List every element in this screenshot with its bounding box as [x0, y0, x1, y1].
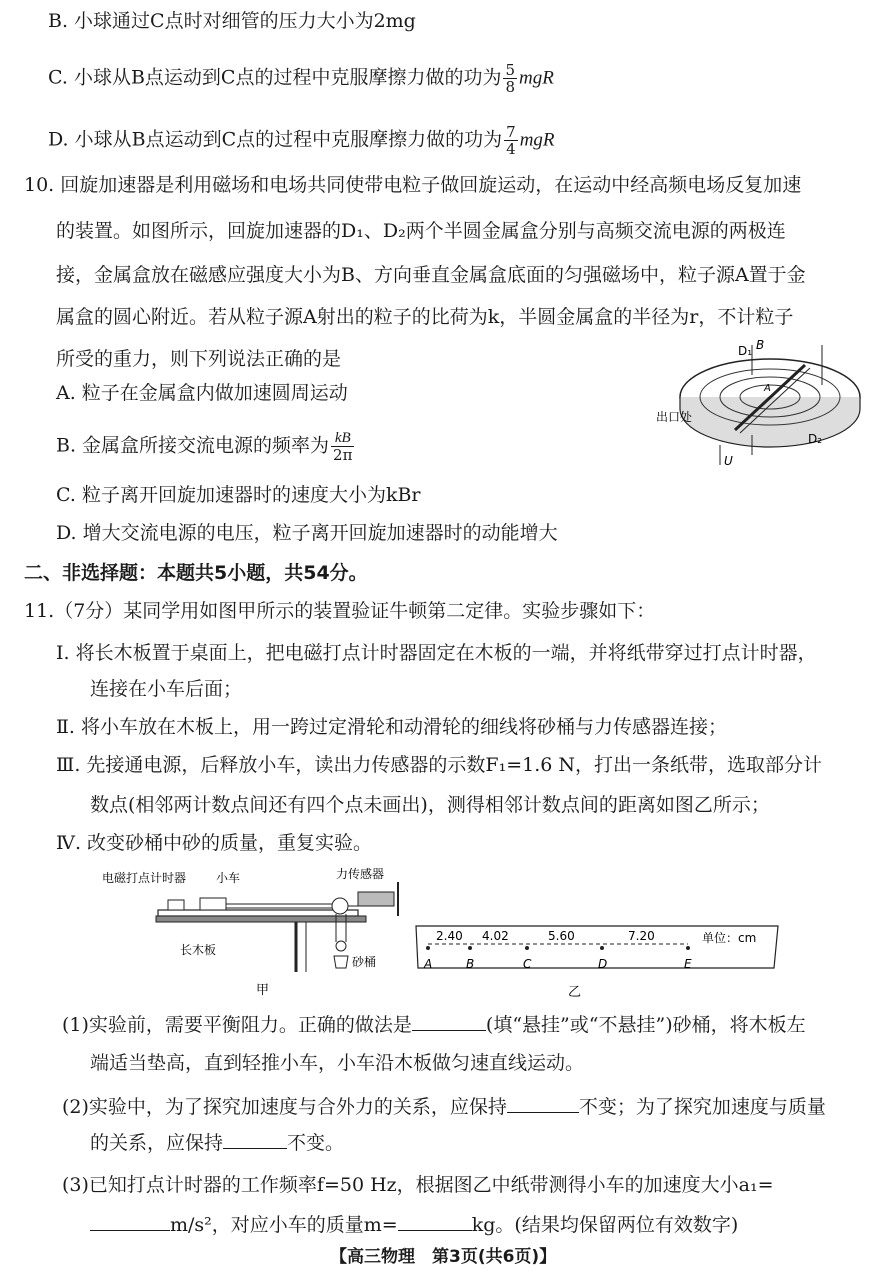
answer-blank-3[interactable] [223, 1148, 287, 1149]
fig-label-d2: D₂ [808, 432, 823, 446]
q10-option-a: A. 粒子在金属盒内做加速圆周运动 [56, 382, 348, 404]
q11-step3-b: 数点(相邻两计数点间还有四个点未画出)，测得相邻计数点间的距离如图乙所示； [90, 794, 770, 816]
figure-tape [412, 918, 782, 1000]
answer-blank-4[interactable] [90, 1230, 170, 1231]
fraction-numerator: kB [331, 430, 354, 447]
q11-part1-line2: 端适当垫高，直到轻推小车，小车沿木板做匀速直线运动。 [90, 1052, 585, 1074]
q9-option-c [48, 62, 554, 95]
fig-label-d1: D₁ [738, 344, 753, 358]
q11-part2-text2-after: 不变。 [287, 1132, 345, 1154]
q10-option-b [56, 430, 356, 463]
page-footer: 【高三物理 第3页(共6页)】 [330, 1247, 557, 1267]
tape-distance-bc: 4.02 [482, 929, 509, 943]
q9-option-d-fraction [504, 124, 518, 157]
q11-part1-line1 [62, 1012, 806, 1038]
fig-label-cart: 小车 [216, 871, 241, 885]
cyclotron-figure [640, 335, 870, 475]
section-heading: 二、非选择题：本题共5小题，共54分。 [24, 562, 368, 584]
fig-label-timer: 电磁打点计时器 [102, 871, 187, 885]
q11-part3-line1: (3)已知打点计时器的工作频率f=50 Hz，根据图乙中纸带测得小车的加速度大小a₁= [62, 1174, 774, 1196]
q10-line-4: 属盒的圆心附近。若从粒子源A射出的粒子的比荷为k，半圆金属盒的半径为r，不计粒子 [56, 306, 794, 328]
fig-label-a: A [764, 383, 771, 394]
q11-part2-line2 [90, 1130, 344, 1156]
q11-part3-text-after: kg。(结果均保留两位有效数字) [471, 1214, 739, 1236]
q11-part1-text: (1)实验前，需要平衡阻力。正确的做法是 [62, 1014, 412, 1036]
q11-step4: Ⅳ. 改变砂桶中砂的质量，重复实验。 [56, 832, 373, 854]
q10-option-c: C. 粒子离开回旋加速器时的速度大小为kBr [56, 484, 421, 506]
q11-step3-a: Ⅲ. 先接通电源，后释放小车，读出力传感器的示数F₁=1.6 N，打出一条纸带，选取部分计 [56, 754, 823, 776]
fraction-numerator: 7 [506, 123, 516, 141]
q9-option-d [48, 124, 555, 157]
q9-option-c-fraction [503, 62, 517, 95]
tape-point-a: A [424, 957, 433, 971]
q11-step1-a: Ⅰ. 将长木板置于桌面上，把电磁打点计时器固定在木板的一端，并将纸带穿过打点计时器， [56, 642, 817, 664]
q10-line-1: 10. 回旋加速器是利用磁场和电场共同使带电粒子做回旋运动，在运动中经高频电场反复加速 [24, 174, 802, 196]
answer-blank-5[interactable] [398, 1230, 472, 1231]
tape-unit: 单位：cm [702, 931, 757, 945]
fig-label-b: B [756, 338, 765, 352]
q11-part2-line1 [62, 1094, 826, 1120]
tape-point-b: B [466, 957, 475, 971]
q11-part2-text-after: 不变；为了探究加速度与质量 [578, 1096, 826, 1118]
q9-option-b: B. 小球通过C点时对细管的压力大小为2mg [48, 10, 416, 32]
fig-label-sensor: 力传感器 [336, 867, 385, 881]
tape-distance-cd: 5.60 [548, 929, 575, 943]
q9-option-c-unit: mgR [519, 67, 554, 89]
tape-point-e: E [684, 957, 692, 971]
q9-option-d-unit: mgR [519, 129, 555, 151]
tape-point-c: C [523, 957, 532, 971]
q11-part1-text-after: (填“悬挂”或“不悬挂”)砂桶，将木板左 [485, 1014, 806, 1036]
q10-line-5: 所受的重力，则下列说法正确的是 [56, 348, 342, 370]
fraction-denominator: 2π [333, 446, 353, 464]
fig-label-bucket: 砂桶 [352, 955, 377, 969]
q10-line-2: 的装置。如图所示，回旋加速器的D₁、D₂两个半圆金属盒分别与高频交流电源的两极连 [56, 220, 786, 242]
q10-option-b-fraction [331, 430, 354, 463]
fig-caption-a: 甲 [256, 983, 270, 998]
fraction-numerator: 5 [505, 61, 515, 79]
q11-part3-line2 [90, 1212, 738, 1238]
tape-distance-ab: 2.40 [436, 929, 463, 943]
q10-option-d: D. 增大交流电源的电压，粒子离开回旋加速器时的动能增大 [56, 522, 558, 544]
fig-caption-b: 乙 [568, 985, 582, 1000]
q10-option-b-text: B. 金属盒所接交流电源的频率为 [56, 434, 330, 457]
tape-distance-de: 7.20 [628, 929, 655, 943]
fig-label-u: U [724, 454, 733, 468]
q11-intro: 11.（7分）某同学用如图甲所示的装置验证牛顿第二定律。实验步骤如下： [24, 600, 656, 622]
tape-point-d: D [598, 957, 608, 971]
fig-label-board: 长木板 [180, 943, 217, 957]
fig-label-exit: 出口处 [656, 410, 693, 424]
q9-option-d-text: D. 小球从B点运动到C点的过程中克服摩擦力做的功为 [48, 128, 503, 151]
q11-part2-text: (2)实验中，为了探究加速度与合外力的关系，应保持 [62, 1096, 507, 1118]
q11-part2-text2: 的关系，应保持 [90, 1132, 224, 1154]
q10-line-3: 接，金属盒放在磁感应强度大小为B、方向垂直金属盒底面的匀强磁场中，粒子源A置于金 [56, 264, 806, 286]
answer-blank-1[interactable] [412, 1030, 486, 1031]
fraction-denominator: 8 [505, 78, 515, 96]
q11-part3-text: m/s²，对应小车的质量m= [170, 1214, 398, 1236]
answer-blank-2[interactable] [507, 1112, 579, 1113]
fraction-denominator: 4 [506, 140, 516, 158]
q11-step1-b: 连接在小车后面； [90, 678, 243, 700]
q9-option-c-text: C. 小球从B点运动到C点的过程中克服摩擦力做的功为 [48, 66, 502, 89]
figure-apparatus [96, 862, 416, 1002]
q11-step2: Ⅱ. 将小车放在木板上，用一跨过定滑轮和动滑轮的细线将砂桶与力传感器连接； [56, 716, 727, 738]
